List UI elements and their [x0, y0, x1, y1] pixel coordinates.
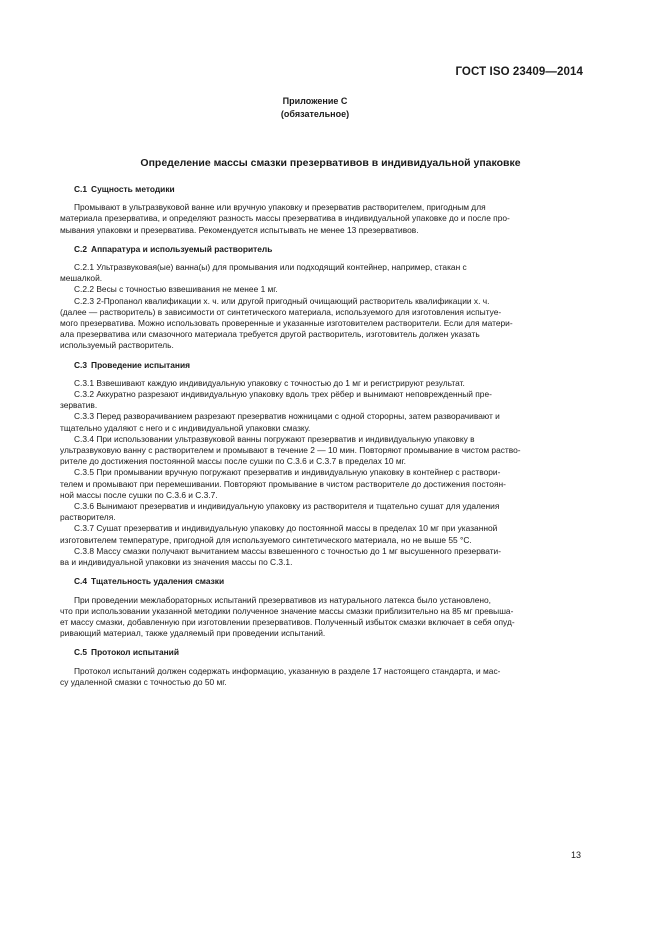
paragraph-line: Протокол испытаний должен содержать информацию, указанную в разделе 17 настоящего стандарта, и мас-	[74, 665, 501, 676]
paragraph-line: С.2.2 Весы с точностью взвешивания не менее 1 мг.	[74, 284, 278, 295]
section-heading	[74, 184, 582, 195]
paragraph	[74, 378, 582, 389]
paragraph-line: мого презерватива. Можно использовать проверенные и указанные изготовителем растворители. Если для матери-	[60, 318, 513, 329]
annex-title: Приложение С	[282, 96, 348, 106]
section-title: Тщательность удаления смазки	[91, 576, 225, 587]
paragraph-line: С.3.1 Взвешивают каждую индивидуальную упаковку с точностью до 1 мг и регистрируют результат.	[74, 377, 465, 388]
paragraph	[60, 523, 582, 545]
paragraph-line: С.3.5 При промывании вручную погружают презерватив и индивидуальную упаковку в контейнер с раствори-	[74, 467, 501, 478]
paragraph	[60, 665, 582, 688]
paragraph-line: используемый растворитель.	[60, 340, 174, 351]
paragraph-line: ривающий материал, также удаляемый при проведении испытаний.	[60, 628, 326, 639]
paragraph	[60, 202, 582, 236]
paragraph-line: мывания упаковки и презерватива. Рекомендуется испытывать не менее 13 презервативов.	[60, 224, 419, 235]
section-number: С.4	[74, 576, 88, 587]
paragraph-line: С.3.4 При использовании ультразвуковой ванны погружают презерватив и индивидуальную упаковку в	[74, 433, 475, 444]
section-title: Протокол испытаний	[91, 647, 179, 658]
paragraph-line: растворителя.	[60, 512, 116, 523]
paragraph-line: мешалкой.	[60, 273, 103, 284]
paragraph	[60, 467, 582, 501]
section-heading	[74, 360, 582, 371]
paragraph-line: (далее — растворитель) в зависимости от синтетического материала, используемого для изготовления испытуе-	[60, 306, 502, 317]
paragraph-line: С.2.3 2-Пропанол квалификации х. ч. или другой пригодный очищающий растворитель квалификации х. ч.	[74, 295, 490, 306]
paragraph-line: С.3.6 Вынимают презерватив и индивидуальную упаковку из растворителя и тщательно сушат для удаления	[74, 501, 500, 512]
paragraph-line: ва и индивидуальной упаковки из значения массы по С.3.1.	[60, 557, 293, 568]
paragraph-line: С.3.3 Перед разворачиванием разрезают презерватив ножницами с одной сторорны, затем разворачивают и	[74, 411, 500, 422]
paragraph	[60, 594, 582, 640]
section-heading	[74, 244, 582, 255]
paragraph	[60, 545, 582, 568]
annex-status: (обязательное)	[280, 109, 350, 119]
annex-heading	[0, 95, 630, 121]
section-title: Аппаратура и используемый растворитель	[91, 243, 273, 254]
paragraph-line: телем и промывают при перемешивании. Повторяют промывание в чистом растворителе до достижения постоян-	[60, 478, 506, 489]
paragraph-line: что при использовании указанной методики полученное значение массы смазки приблизительно на 85 мг превыша-	[60, 605, 514, 616]
paragraph-line: С.3.2 Аккуратно разрезают индивидуальную упаковку вдоль трех рёбер и вынимают неповрежденный пре-	[74, 389, 492, 400]
paragraph-line: ной массы после сушки по С.3.6 и С.3.7.	[60, 489, 218, 500]
paragraph-line: Промывают в ультразвуковой ванне или вручную упаковку и презерватив растворителем, пригодным для	[74, 202, 486, 213]
paragraph	[60, 411, 582, 433]
paragraph-line: При проведении межлабораторных испытаний презервативов из натурального латекса было установлено,	[74, 594, 491, 605]
paragraph-line: рителе до достижения постоянной массы после сушки по С.3.6 и С.3.7 в пределах 10 мг.	[60, 456, 406, 467]
section-number: С.5	[74, 647, 88, 658]
paragraph	[60, 389, 582, 411]
paragraph	[60, 433, 582, 468]
paragraph	[74, 284, 582, 295]
paragraph-line: су удаленной смазки с точностью до 50 мг.	[60, 676, 227, 687]
section-number: С.2	[74, 243, 88, 254]
paragraph-line: С.3.8 Массу смазки получают вычитанием массы взвешенного с точностью до 1 мг высушенного презервати-	[74, 545, 501, 556]
paragraph-line: ала презерватива или смазочного материала требуется другой растворитель, изготовитель должен указать	[60, 329, 480, 340]
section-number: С.1	[74, 184, 88, 194]
section-number: С.3	[74, 359, 88, 370]
section-title: Проведение испытания	[91, 359, 191, 370]
paragraph	[60, 295, 582, 352]
paragraph-line: зерватив.	[60, 400, 98, 411]
document-body	[60, 184, 582, 688]
section-title: Сущность методики	[91, 184, 175, 194]
standard-code: ГОСТ ISO 23409—2014	[455, 66, 583, 78]
paragraph	[60, 501, 582, 523]
paragraph-line: тщательно удаляют с него и с индивидуальной упаковки смазку.	[60, 422, 311, 433]
paragraph	[60, 262, 582, 284]
paragraph-line: ет массу смазки, добавленную при изготовлении презервативов. Полученный избыток смазки включает в себя опуд-	[60, 616, 515, 627]
paragraph-line: материала презерватива, и определяют разность массы презерватива в индивидуальной упаковке до и после про-	[60, 213, 510, 224]
paragraph-line: ультразвуковую ванну с растворителем и промывают в течение 2 — 10 мин. Повторяют промывание в чистом раство-	[60, 445, 521, 456]
section-heading	[74, 647, 582, 658]
paragraph-line: изготовителем температуре, пригодной для используемого синтетического материала, но не выше 55 °С.	[60, 534, 472, 545]
document-title: Определение массы смазки презервативов в индивидуальной упаковке	[140, 157, 521, 169]
section-heading	[74, 576, 582, 587]
paragraph-line: С.3.7 Сушат презерватив и индивидуальную упаковку до постоянной массы в пределах 10 мг при указанной	[74, 523, 498, 534]
paragraph-line: С.2.1 Ультразвуковая(ые) ванна(ы) для промывания или подходящий контейнер, например, стакан с	[74, 262, 467, 273]
page-number: 13	[570, 850, 581, 860]
